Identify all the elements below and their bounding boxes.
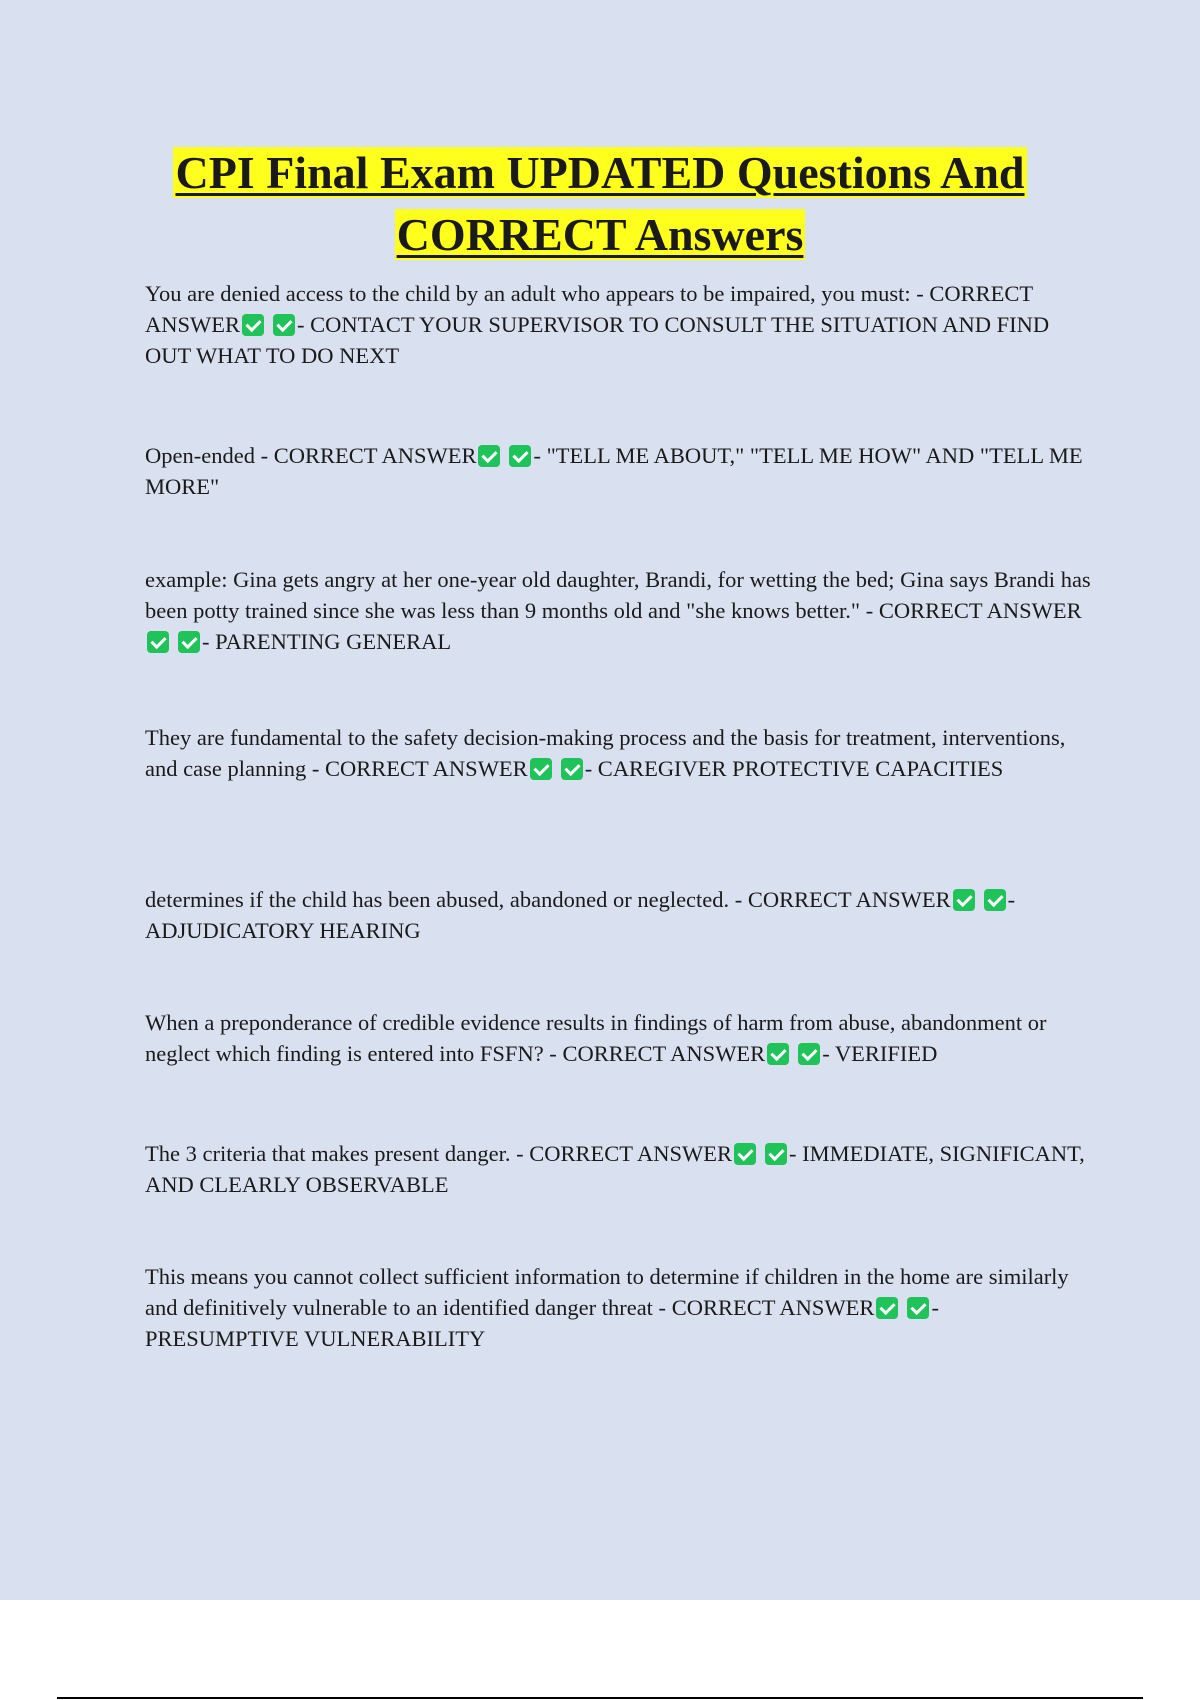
footer-divider [57, 1697, 1143, 1699]
correct-answer-label: CORRECT ANSWER [324, 756, 528, 781]
check-mark-button-icon [734, 1143, 756, 1165]
answer-text: - PARENTING GENERAL [202, 629, 452, 654]
question-text: determines if the child has been abused, abandoned or neglected. - [145, 887, 743, 912]
check-mark-button-icon [273, 314, 295, 336]
answer-text: - ADJUDICATORY HEARING [145, 887, 1016, 943]
correct-answer-label: CORRECT ANSWER [562, 1041, 766, 1066]
question-text: Open-ended - [145, 443, 269, 468]
qa-item-7 [145, 1138, 1095, 1200]
correct-answer-label: CORRECT ANSWER [671, 1295, 875, 1320]
correct-answer-label: CORRECT ANSWER [273, 443, 477, 468]
answer-text: - CAREGIVER PROTECTIVE CAPACITIES [584, 756, 1004, 781]
check-mark-button-icon [242, 314, 264, 336]
check-mark-button-icon [561, 758, 583, 780]
qa-item-8 [145, 1261, 1095, 1354]
check-mark-button-icon [530, 758, 552, 780]
title-line-2: CORRECT Answers [396, 209, 804, 260]
correct-answer-label: CORRECT ANSWER [529, 1141, 732, 1166]
correct-answer-label: CORRECT ANSWER [145, 281, 1033, 337]
check-mark-button-icon [478, 445, 500, 467]
correct-answer-label: CORRECT ANSWER [878, 598, 1082, 623]
answer-text: - PRESUMPTIVE VULNERABILITY [145, 1295, 939, 1351]
check-mark-button-icon [907, 1297, 929, 1319]
check-mark-button-icon [509, 445, 531, 467]
answer-text: - VERIFIED [822, 1041, 938, 1066]
correct-answer-label: CORRECT ANSWER [747, 887, 951, 912]
question-text: example: Gina gets angry at her one-year old daughter, Brandi, for wetting the bed; Gina says Brandi has been potty trained since she was less than 9 months old and "she knows better." - [145, 567, 1091, 623]
check-mark-button-icon [984, 889, 1006, 911]
answer-text: - CONTACT YOUR SUPERVISOR TO CONSULT THE SITUATION AND FIND OUT WHAT TO DO NEXT [145, 312, 1050, 368]
question-text: The 3 criteria that makes present danger. - [145, 1141, 524, 1166]
answer-text: - "TELL ME ABOUT," "TELL ME HOW" AND "TELL ME MORE" [145, 443, 1083, 499]
qa-item-5 [145, 884, 1095, 946]
qa-item-2 [145, 440, 1095, 502]
qa-item-1 [145, 278, 1095, 371]
check-mark-button-icon [767, 1043, 789, 1065]
check-mark-button-icon [798, 1043, 820, 1065]
question-text: You are denied access to the child by an adult who appears to be impaired, you must: - [145, 281, 924, 306]
qa-item-4 [145, 722, 1095, 784]
qa-item-6 [145, 1007, 1095, 1069]
check-mark-button-icon [876, 1297, 898, 1319]
title-line-1: CPI Final Exam UPDATED Questions And [175, 147, 1025, 198]
check-mark-button-icon [178, 631, 200, 653]
question-text: This means you cannot collect sufficient information to determine if children in the home are similarly and definitively vulnerable to an identified danger threat - [145, 1264, 1069, 1320]
document-title [100, 142, 1100, 266]
check-mark-button-icon [147, 631, 169, 653]
qa-item-3 [145, 564, 1095, 657]
check-mark-button-icon [953, 889, 975, 911]
check-mark-button-icon [765, 1143, 787, 1165]
question-text: They are fundamental to the safety decision-making process and the basis for treatment, interventions, and case planning - [145, 725, 1066, 781]
question-text: When a preponderance of credible evidence results in findings of harm from abuse, abandonment or neglect which finding is entered into FSFN? - [145, 1010, 1047, 1066]
answer-text: - IMMEDIATE, SIGNIFICANT, AND CLEARLY OBSERVABLE [145, 1141, 1085, 1197]
